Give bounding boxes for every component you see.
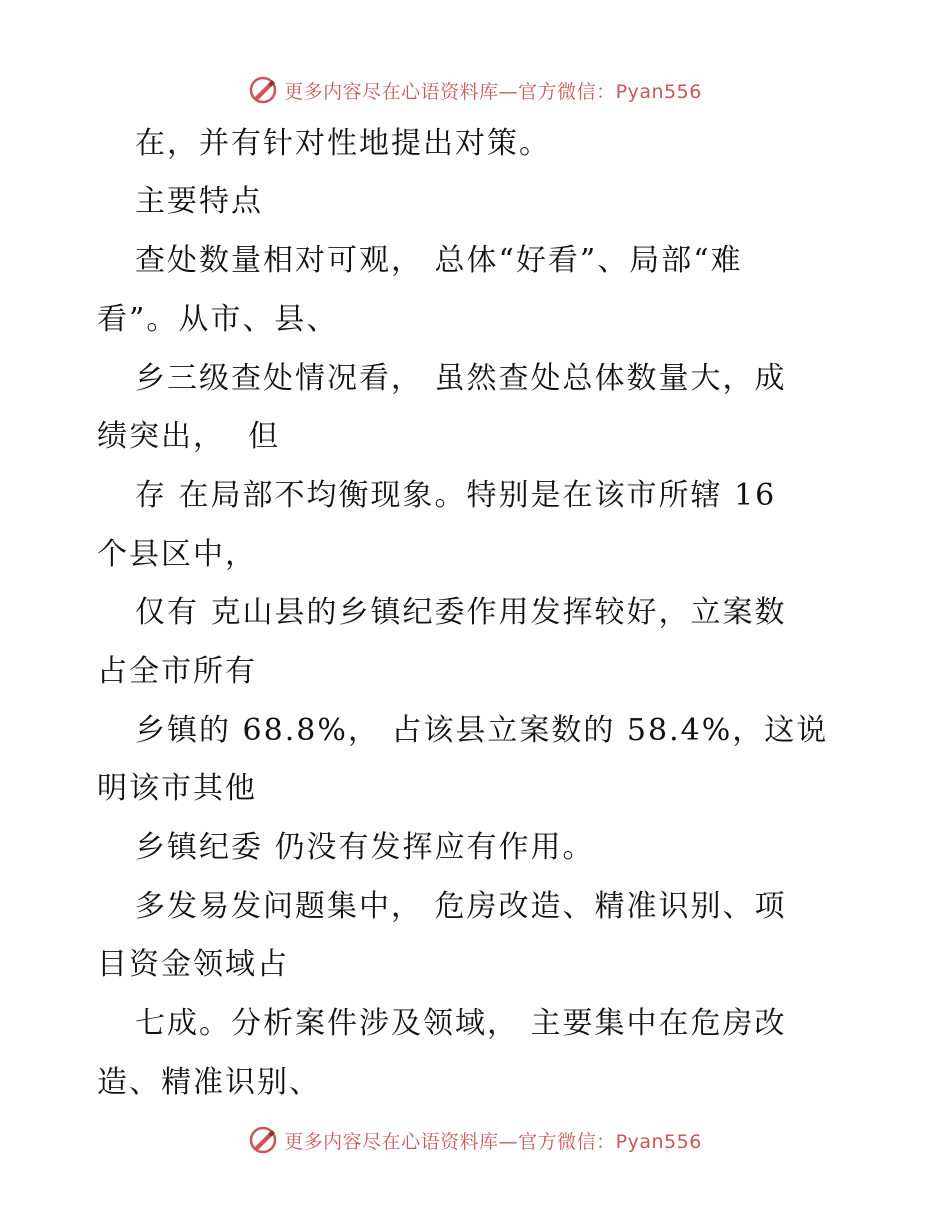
body-line: 存 在局部不均衡现象。特别是在该市所辖 16: [135, 478, 777, 513]
body-line: 明该市其他: [97, 771, 257, 806]
body-line: 仅有 克山县的乡镇纪委作用发挥较好，立案数: [135, 595, 787, 630]
body-line: 个县区中，: [97, 537, 257, 572]
body-line: 造、精准识别、: [97, 1065, 321, 1100]
body-line: 乡镇的 68.8%， 占该县立案数的 58.4%，这说: [135, 713, 829, 748]
body-line: 目资金领域占: [97, 947, 289, 982]
pen-logo-icon: [248, 1125, 278, 1155]
body-line: 看”。从市、县、: [97, 302, 339, 337]
body-line: 在，并有针对性地提出对策。: [135, 126, 551, 161]
header-watermark: [0, 70, 950, 110]
body-line: 查处数量相对可观， 总体“好看”、局部“难: [135, 243, 743, 278]
body-line: 乡三级查处情况看， 虽然查处总体数量大，成: [135, 361, 787, 396]
watermark-text: 更多内容尽在心语资料库—官方微信：Pyan556: [284, 1130, 702, 1153]
body-line: 绩突出， 但: [97, 419, 281, 454]
watermark-text: 更多内容尽在心语资料库—官方微信：Pyan556: [284, 80, 702, 103]
body-line: 乡镇纪委 仍没有发挥应有作用。: [135, 830, 595, 865]
body-line: 主要特点: [135, 184, 263, 219]
pen-logo-icon: [248, 75, 278, 105]
body-line: 七成。分析案件涉及领域， 主要集中在危房改: [135, 1006, 787, 1041]
body-line: 多发易发问题集中， 危房改造、精准识别、项: [135, 889, 787, 924]
footer-watermark: [0, 1120, 950, 1160]
body-line: 占全市所有: [97, 654, 257, 689]
